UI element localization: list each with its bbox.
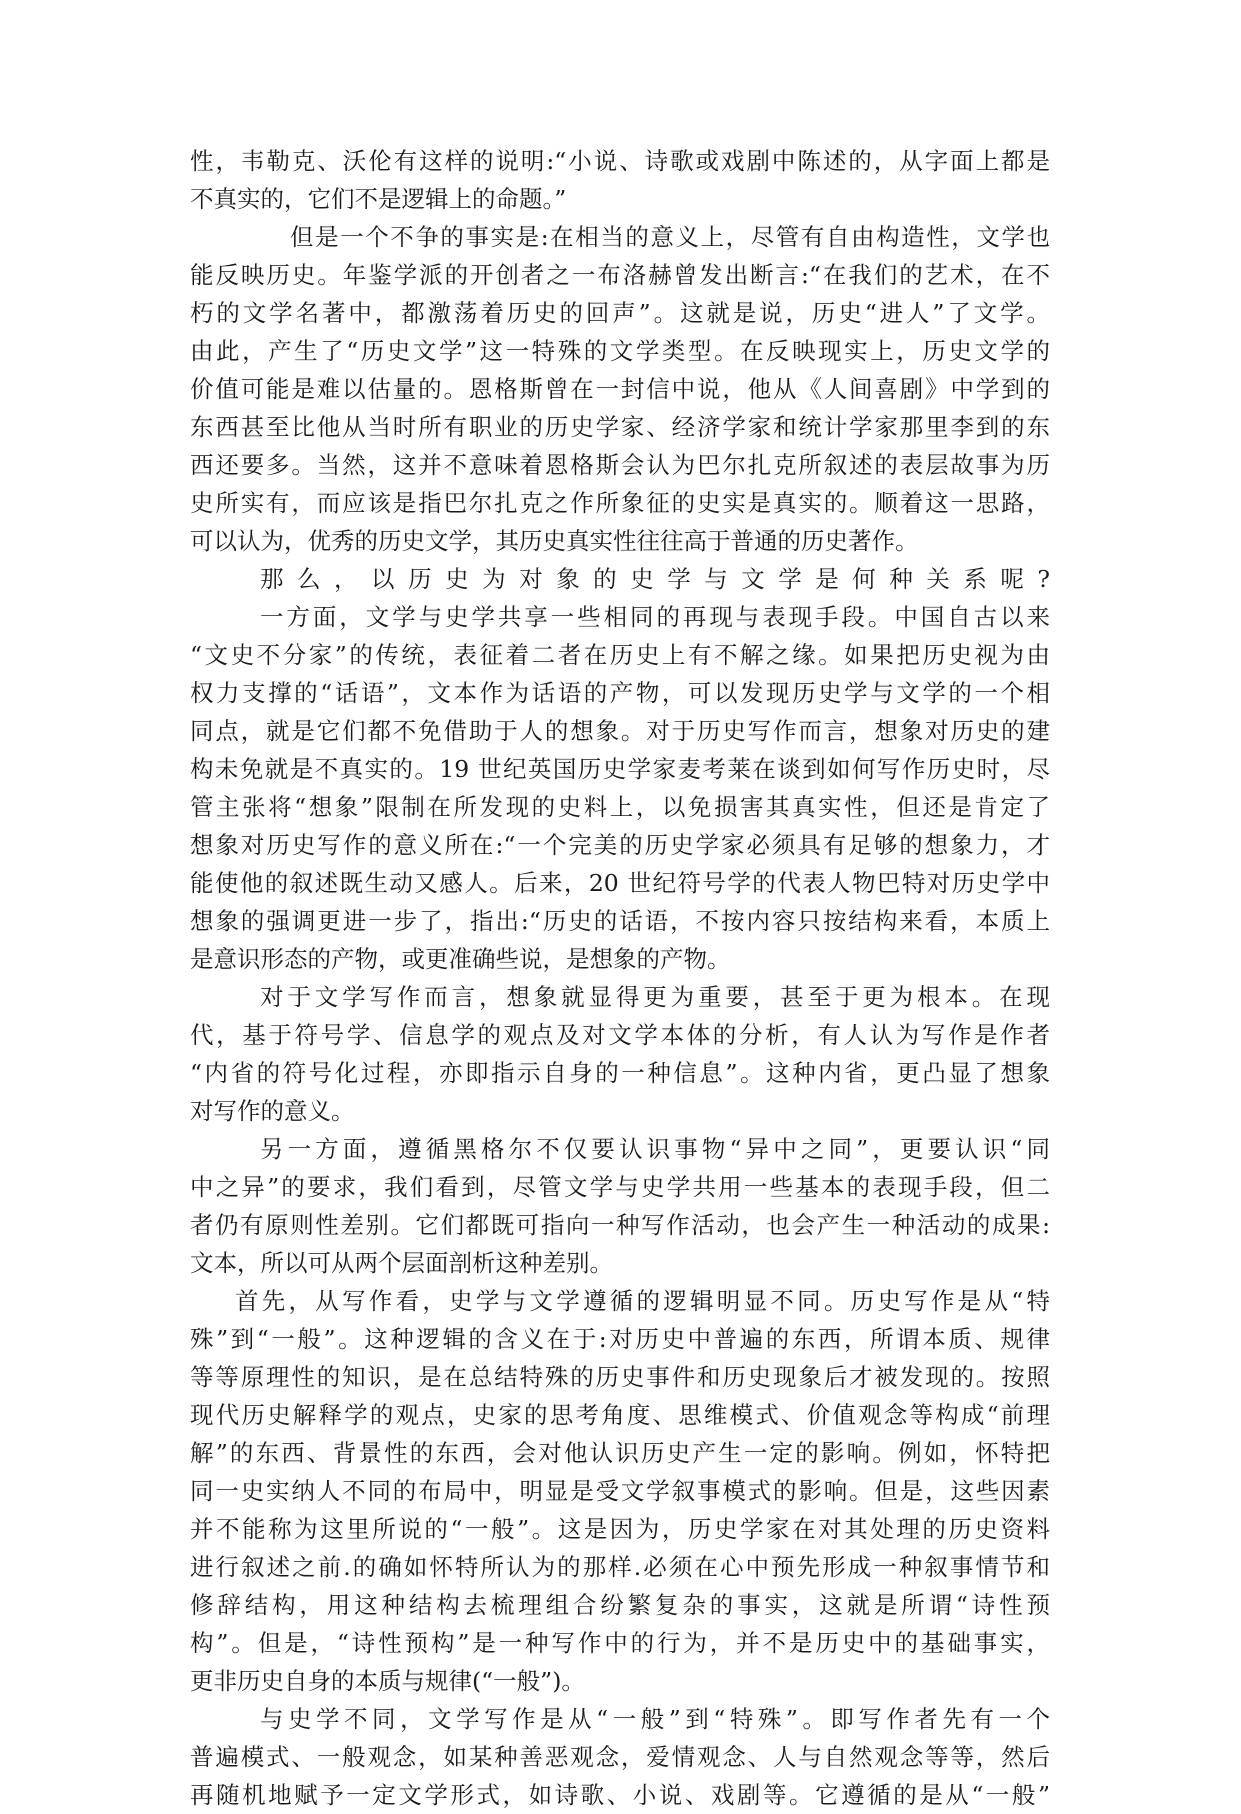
text-line: 解”的东西、背景性的东西，会对他认识历史产生一定的影响。例如，怀特把 [190, 1439, 1050, 1467]
text-line: 朽的文学名著中，都激荡着历史的回声”。这就是说，历史“进人”了文学。 [190, 299, 1050, 327]
text-line: 进行叙述之前.的确如怀特所认为的那样.必须在心中预先形成一种叙事情节和 [190, 1553, 1050, 1581]
text-line: 想象对历史写作的意义所在:“一个完美的历史学家必须具有足够的想象力，才 [190, 831, 1050, 859]
text-line: 再随机地赋予一定文学形式，如诗歌、小说、戏剧等。它遵循的是从“一般” [190, 1781, 1050, 1809]
text-line: 可以认为，优秀的历史文学，其历史真实性往往高于普通的历史著作。 [190, 527, 919, 555]
text-line: 构”。但是，“诗性预构”是一种写作中的行为，并不是历史中的基础事实， [190, 1629, 1050, 1657]
document-body [190, 142, 1050, 1814]
text-line: 史所实有，而应该是指巴尔扎克之作所象征的史实是真实的。顺着这一思路， [190, 489, 1050, 517]
text-line: 西还要多。当然，这并不意味着恩格斯会认为巴尔扎克所叙述的表层故事为历 [190, 451, 1050, 479]
text-line: 等等原理性的知识，是在总结特殊的历史事件和历史现象后才被发现的。按照 [190, 1363, 1050, 1391]
text-line: 想象的强调更进一步了，指出:“历史的话语，不按内容只按结构来看，本质上 [190, 907, 1050, 935]
text-line: 另一方面，遵循黑格尔不仅要认识事物“异中之同”，更要认识“同 [260, 1135, 1050, 1163]
text-line: 首先，从写作看，史学与文学遵循的逻辑明显不同。历史写作是从“特 [235, 1287, 1050, 1315]
text-line: 管主张将“想象”限制在所发现的史料上，以免损害其真实性，但还是肯定了 [190, 793, 1050, 821]
paragraph [190, 1738, 1050, 1814]
text-line: 那么，以历史为对象的史学与文学是何种关系呢? [260, 565, 1050, 593]
paragraph [190, 142, 1050, 218]
text-line: 性，韦勒克、沃伦有这样的说明:“小说、诗歌或戏剧中陈述的，从字面上都是 [190, 147, 1050, 175]
text-line: 能反映历史。年鉴学派的开创者之一布洛赫曾发出断言:“在我们的艺术，在不 [190, 261, 1050, 289]
text-line: 东西甚至比他从当时所有职业的历史学家、经济学家和统计学家那里李到的东 [190, 413, 1050, 441]
paragraph [190, 1282, 1050, 1320]
paragraph [190, 1016, 1050, 1130]
text-line: 构未免就是不真实的。19 世纪英国历史学家麦考莱在谈到如何写作历史时，尽 [190, 755, 1050, 783]
text-line: 文本，所以可从两个层面剖析这种差别。 [190, 1249, 613, 1277]
paragraph [190, 636, 1050, 978]
text-line: 是意识形态的产物，或更准确些说，是想象的产物。 [190, 945, 731, 973]
text-line: 者仍有原则性差别。它们都既可指向一种写作活动，也会产生一种活动的成果: [190, 1211, 1050, 1239]
text-line: 但是一个不争的事实是:在相当的意义上，尽管有自由构造性，文学也 [290, 223, 1050, 251]
paragraph [190, 218, 1050, 256]
text-line: 同一史实纳人不同的布局中，明显是受文学叙事模式的影响。但是，这些因素 [190, 1477, 1050, 1505]
text-line: 权力支撑的“话语”，文本作为话语的产物，可以发现历史学与文学的一个相 [190, 679, 1050, 707]
text-line: 殊”到“一般”。这种逻辑的含义在于:对历史中普遍的东西，所谓本质、规律 [190, 1325, 1050, 1353]
paragraph [190, 1320, 1050, 1700]
text-line: 对于文学写作而言，想象就显得更为重要，甚至于更为根本。在现 [260, 983, 1050, 1011]
paragraph [190, 560, 1050, 598]
text-line: 代，基于符号学、信息学的观点及对文学本体的分析，有人认为写作是作者 [190, 1021, 1050, 1049]
paragraph [190, 1168, 1050, 1282]
text-line: 不真实的，它们不是逻辑上的命题。” [190, 185, 567, 213]
text-line: 同点，就是它们都不免借助于人的想象。对于历史写作而言，想象对历史的建 [190, 717, 1050, 745]
text-line: 现代历史解释学的观点，史家的思考角度、思维模式、价值观念等构成“前理 [190, 1401, 1050, 1429]
text-line: 并不能称为这里所说的“一般”。这是因为，历史学家在对其处理的历史资料 [190, 1515, 1050, 1543]
paragraph [190, 256, 1050, 560]
text-line: 与史学不同，文学写作是从“一般”到“特殊”。即写作者先有一个 [260, 1705, 1050, 1733]
text-line: 由此，产生了“历史文学”这一特殊的文学类型。在反映现实上，历史文学的 [190, 337, 1050, 365]
text-line: 修辞结构，用这种结构去梳理组合纷繁复杂的事实，这就是所谓“诗性预 [190, 1591, 1050, 1619]
text-line: 更非历史自身的本质与规律(“一般”)。 [190, 1667, 585, 1695]
text-line: “文史不分家”的传统，表征着二者在历史上有不解之缘。如果把历史视为由 [190, 641, 1050, 669]
text-line: 普遍模式、一般观念，如某种善恶观念，爱情观念、人与自然观念等等，然后 [190, 1743, 1050, 1771]
text-line: 中之异”的要求，我们看到，尽管文学与史学共用一些基本的表现手段，但二 [190, 1173, 1050, 1201]
text-line: “内省的符号化过程，亦即指示自身的一种信息”。这种内省，更凸显了想象 [190, 1059, 1050, 1087]
paragraph [190, 1130, 1050, 1168]
text-line: 能使他的叙述既生动又感人。后来，20 世纪符号学的代表人物巴特对历史学中 [190, 869, 1050, 897]
text-line: 价值可能是难以估量的。恩格斯曾在一封信中说，他从《人间喜剧》中学到的 [190, 375, 1050, 403]
paragraph [190, 978, 1050, 1016]
paragraph [190, 1700, 1050, 1738]
text-line: 对写作的意义。 [190, 1097, 355, 1125]
text-line: 一方面，文学与史学共享一些相同的再现与表现手段。中国自古以来 [260, 603, 1050, 631]
paragraph [190, 598, 1050, 636]
